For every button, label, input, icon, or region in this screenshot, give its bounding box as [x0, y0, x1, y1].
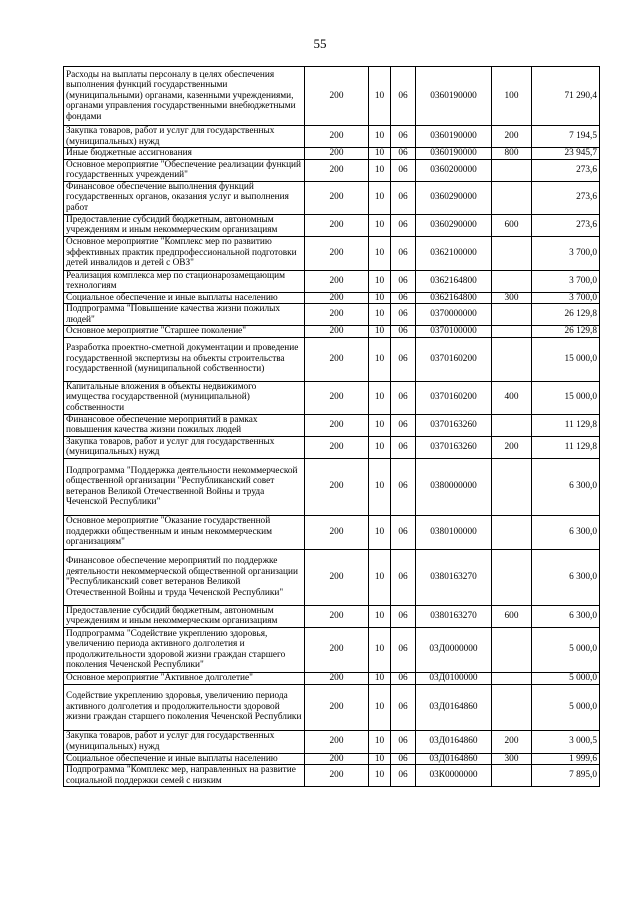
cell-sum: 6 300,0: [532, 549, 600, 605]
cell-glava: 200: [305, 304, 369, 326]
cell-expense-type: [492, 181, 532, 214]
cell-razdel: 10: [369, 458, 391, 515]
cell-name: Предоставление субсидий бюджетным, автономным учреждениям и иным некоммерческим организациям: [64, 605, 305, 627]
table-row: [64, 605, 600, 627]
cell-target-article: 03Д0164860: [416, 730, 492, 753]
cell-name: Основное мероприятие "Комплекс мер по развитию эффективных практик предпрофессиональной подготовки детей инвалидов и детей с ОВЗ": [64, 236, 305, 270]
cell-target-article: 0380163270: [416, 605, 492, 627]
cell-podrazdel: 06: [391, 765, 416, 787]
cell-expense-type: [492, 515, 532, 549]
cell-name: Социальное обеспечение и иные выплаты населению: [64, 753, 305, 765]
cell-glava: 200: [305, 270, 369, 292]
cell-expense-type: [492, 326, 532, 338]
cell-podrazdel: 06: [391, 381, 416, 414]
cell-sum: 11 129,8: [532, 414, 600, 436]
cell-expense-type: [492, 765, 532, 787]
table-row: [64, 684, 600, 730]
cell-podrazdel: 06: [391, 326, 416, 338]
page-number: 55: [313, 36, 327, 51]
cell-sum: 3 700,0: [532, 270, 600, 292]
table-row: [64, 214, 600, 236]
cell-glava: 200: [305, 126, 369, 148]
cell-expense-type: [492, 337, 532, 381]
cell-sum: 273,6: [532, 159, 600, 181]
cell-podrazdel: 06: [391, 181, 416, 214]
cell-expense-type: 100: [492, 67, 532, 126]
cell-name: Социальное обеспечение и иные выплаты населению: [64, 292, 305, 304]
cell-podrazdel: 06: [391, 292, 416, 304]
table-row: [64, 765, 600, 787]
cell-sum: 26 129,8: [532, 326, 600, 338]
table-row: [64, 753, 600, 765]
cell-name: Основное мероприятие "Активное долголетие": [64, 672, 305, 684]
cell-sum: 6 300,0: [532, 515, 600, 549]
budget-table: [63, 66, 600, 787]
cell-glava: 200: [305, 381, 369, 414]
cell-name: Капитальные вложения в объекты недвижимого имущества государственной (муниципальной) собственности: [64, 381, 305, 414]
cell-sum: 7 194,5: [532, 126, 600, 148]
cell-razdel: 10: [369, 126, 391, 148]
cell-target-article: 0370000000: [416, 304, 492, 326]
cell-target-article: 0370163260: [416, 414, 492, 436]
cell-sum: 3 700,0: [532, 292, 600, 304]
cell-target-article: 0362100000: [416, 236, 492, 270]
cell-name: Основное мероприятие "Старшее поколение": [64, 326, 305, 338]
cell-sum: 5 000,0: [532, 627, 600, 672]
cell-sum: 3 700,0: [532, 236, 600, 270]
cell-razdel: 10: [369, 414, 391, 436]
cell-sum: 3 000,5: [532, 730, 600, 753]
cell-target-article: 0380163270: [416, 549, 492, 605]
cell-sum: 6 300,0: [532, 458, 600, 515]
cell-name: Основное мероприятие "Обеспечение реализации функций государственных учреждений": [64, 159, 305, 181]
cell-razdel: 10: [369, 672, 391, 684]
table-row: [64, 159, 600, 181]
cell-target-article: 0370160200: [416, 337, 492, 381]
cell-target-article: 0360290000: [416, 214, 492, 236]
cell-sum: 7 895,0: [532, 765, 600, 787]
cell-target-article: 03Д0100000: [416, 672, 492, 684]
cell-razdel: 10: [369, 67, 391, 126]
cell-glava: 200: [305, 414, 369, 436]
cell-expense-type: [492, 627, 532, 672]
cell-expense-type: [492, 236, 532, 270]
cell-podrazdel: 06: [391, 214, 416, 236]
cell-podrazdel: 06: [391, 549, 416, 605]
cell-podrazdel: 06: [391, 270, 416, 292]
cell-expense-type: [492, 684, 532, 730]
cell-target-article: 03Д0164860: [416, 684, 492, 730]
cell-podrazdel: 06: [391, 304, 416, 326]
cell-glava: 200: [305, 753, 369, 765]
cell-razdel: 10: [369, 765, 391, 787]
cell-glava: 200: [305, 326, 369, 338]
cell-razdel: 10: [369, 605, 391, 627]
cell-razdel: 10: [369, 730, 391, 753]
cell-target-article: 0370160200: [416, 381, 492, 414]
cell-target-article: 0362164800: [416, 292, 492, 304]
cell-podrazdel: 06: [391, 605, 416, 627]
cell-razdel: 10: [369, 337, 391, 381]
cell-expense-type: 400: [492, 381, 532, 414]
cell-podrazdel: 06: [391, 753, 416, 765]
cell-expense-type: [492, 672, 532, 684]
cell-expense-type: 200: [492, 730, 532, 753]
cell-razdel: 10: [369, 381, 391, 414]
cell-target-article: 0360200000: [416, 159, 492, 181]
cell-podrazdel: 06: [391, 684, 416, 730]
table-row: [64, 515, 600, 549]
cell-name: Закупка товаров, работ и услуг для государственных (муниципальных) нужд: [64, 730, 305, 753]
cell-sum: 5 000,0: [532, 684, 600, 730]
cell-razdel: 10: [369, 214, 391, 236]
table-row: [64, 236, 600, 270]
cell-glava: 200: [305, 515, 369, 549]
cell-target-article: 0360290000: [416, 181, 492, 214]
cell-expense-type: 200: [492, 436, 532, 458]
cell-name: Разработка проектно-сметной документации и проведение государственной экспертизы на объекты строительства государственной (муниципальной собственности): [64, 337, 305, 381]
cell-name: Закупка товаров, работ и услуг для государственных (муниципальных) нужд: [64, 436, 305, 458]
table-row: [64, 292, 600, 304]
cell-target-article: 03К0000000: [416, 765, 492, 787]
cell-expense-type: [492, 549, 532, 605]
cell-target-article: 0370163260: [416, 436, 492, 458]
cell-razdel: 10: [369, 236, 391, 270]
cell-target-article: 0360190000: [416, 148, 492, 160]
cell-razdel: 10: [369, 627, 391, 672]
cell-name: Подпрограмма "Содействие укреплению здоровья, увеличению периода активного долголетия и продолжительности здоровой жизни граждан старшего поколения Чеченской Республики": [64, 627, 305, 672]
cell-sum: 273,6: [532, 181, 600, 214]
cell-sum: 6 300,0: [532, 605, 600, 627]
cell-sum: 71 290,4: [532, 67, 600, 126]
cell-razdel: 10: [369, 549, 391, 605]
cell-sum: 15 000,0: [532, 381, 600, 414]
cell-name: Подпрограмма "Комплекс мер, направленных на развитие социальной поддержки семей с низким: [64, 765, 305, 787]
cell-expense-type: [492, 304, 532, 326]
table-row: [64, 730, 600, 753]
cell-glava: 200: [305, 148, 369, 160]
cell-razdel: 10: [369, 753, 391, 765]
cell-glava: 200: [305, 627, 369, 672]
cell-expense-type: [492, 270, 532, 292]
cell-expense-type: 600: [492, 214, 532, 236]
table-row: [64, 627, 600, 672]
cell-razdel: 10: [369, 181, 391, 214]
cell-podrazdel: 06: [391, 458, 416, 515]
table-row: [64, 67, 600, 126]
cell-glava: 200: [305, 337, 369, 381]
cell-glava: 200: [305, 292, 369, 304]
cell-sum: 5 000,0: [532, 672, 600, 684]
cell-expense-type: [492, 458, 532, 515]
cell-podrazdel: 06: [391, 515, 416, 549]
cell-razdel: 10: [369, 684, 391, 730]
table-row: [64, 326, 600, 338]
cell-podrazdel: 06: [391, 148, 416, 160]
cell-target-article: 0360190000: [416, 126, 492, 148]
cell-name: Содействие укреплению здоровья, увеличению периода активного долголетия и продолжительности здоровой жизни граждан старшего поколения Чеченской Республики: [64, 684, 305, 730]
cell-expense-type: 300: [492, 292, 532, 304]
table-body: [64, 67, 600, 787]
cell-expense-type: [492, 159, 532, 181]
cell-razdel: 10: [369, 292, 391, 304]
cell-glava: 200: [305, 672, 369, 684]
table-row: [64, 148, 600, 160]
cell-razdel: 10: [369, 436, 391, 458]
cell-podrazdel: 06: [391, 414, 416, 436]
cell-sum: 23 945,7: [532, 148, 600, 160]
table-row: [64, 270, 600, 292]
cell-razdel: 10: [369, 159, 391, 181]
cell-podrazdel: 06: [391, 337, 416, 381]
table-row: [64, 381, 600, 414]
table-row: [64, 458, 600, 515]
cell-name: Закупка товаров, работ и услуг для государственных (муниципальных) нужд: [64, 126, 305, 148]
cell-sum: 273,6: [532, 214, 600, 236]
cell-expense-type: 600: [492, 605, 532, 627]
cell-glava: 200: [305, 765, 369, 787]
cell-name: Предоставление субсидий бюджетным, автономным учреждениям и иным некоммерческим организациям: [64, 214, 305, 236]
cell-glava: 200: [305, 159, 369, 181]
cell-glava: 200: [305, 436, 369, 458]
cell-sum: 26 129,8: [532, 304, 600, 326]
cell-glava: 200: [305, 549, 369, 605]
cell-name: Основное мероприятие "Оказание государственной поддержки общественным и иным некоммерческим организациям": [64, 515, 305, 549]
cell-podrazdel: 06: [391, 627, 416, 672]
cell-target-article: 0370100000: [416, 326, 492, 338]
cell-expense-type: 300: [492, 753, 532, 765]
cell-razdel: 10: [369, 326, 391, 338]
cell-name: Расходы на выплаты персоналу в целях обеспечения выполнения функций государственными (муниципальными) органами, казенными учреждениями, органами управления государственными внебюджетными фондами: [64, 67, 305, 126]
table-row: [64, 126, 600, 148]
cell-podrazdel: 06: [391, 730, 416, 753]
cell-expense-type: 800: [492, 148, 532, 160]
cell-name: Финансовое обеспечение мероприятий по поддержке деятельности некоммерческой общественной организации "Республиканский совет ветеранов Великой Отечественной Войны и труда Чеченской Республики": [64, 549, 305, 605]
cell-target-article: 03Д0164860: [416, 753, 492, 765]
cell-name: Подпрограмма "Поддержка деятельности некоммерческой общественной организации "Республиканский совет ветеранов Великой Отечественной Войны и труда Чеченской Республики": [64, 458, 305, 515]
cell-glava: 200: [305, 730, 369, 753]
cell-target-article: 0362164800: [416, 270, 492, 292]
cell-target-article: 0380100000: [416, 515, 492, 549]
cell-target-article: 03Д0000000: [416, 627, 492, 672]
cell-glava: 200: [305, 684, 369, 730]
cell-target-article: 0360190000: [416, 67, 492, 126]
table-row: [64, 181, 600, 214]
cell-podrazdel: 06: [391, 672, 416, 684]
cell-target-article: 0380000000: [416, 458, 492, 515]
table-row: [64, 304, 600, 326]
cell-name: Иные бюджетные ассигнования: [64, 148, 305, 160]
table-row: [64, 337, 600, 381]
cell-glava: 200: [305, 605, 369, 627]
cell-glava: 200: [305, 458, 369, 515]
cell-podrazdel: 06: [391, 436, 416, 458]
cell-podrazdel: 06: [391, 236, 416, 270]
table-row: [64, 414, 600, 436]
cell-razdel: 10: [369, 148, 391, 160]
cell-sum: 1 999,6: [532, 753, 600, 765]
cell-glava: 200: [305, 236, 369, 270]
cell-glava: 200: [305, 214, 369, 236]
cell-glava: 200: [305, 67, 369, 126]
cell-expense-type: [492, 414, 532, 436]
cell-razdel: 10: [369, 304, 391, 326]
cell-razdel: 10: [369, 515, 391, 549]
cell-podrazdel: 06: [391, 126, 416, 148]
table-row: [64, 672, 600, 684]
cell-razdel: 10: [369, 270, 391, 292]
cell-name: Финансовое обеспечение выполнения функций государственных органов, оказания услуг и выполнения работ: [64, 181, 305, 214]
cell-name: Реализация комплекса мер по стационарозамещающим технологиям: [64, 270, 305, 292]
table-row: [64, 549, 600, 605]
cell-sum: 15 000,0: [532, 337, 600, 381]
cell-sum: 11 129,8: [532, 436, 600, 458]
cell-podrazdel: 06: [391, 67, 416, 126]
cell-expense-type: 200: [492, 126, 532, 148]
table-row: [64, 436, 600, 458]
cell-podrazdel: 06: [391, 159, 416, 181]
cell-glava: 200: [305, 181, 369, 214]
cell-name: Подпрограмма "Повышение качества жизни пожилых людей": [64, 304, 305, 326]
cell-name: Финансовое обеспечение мероприятий в рамках повышения качества жизни пожилых людей: [64, 414, 305, 436]
